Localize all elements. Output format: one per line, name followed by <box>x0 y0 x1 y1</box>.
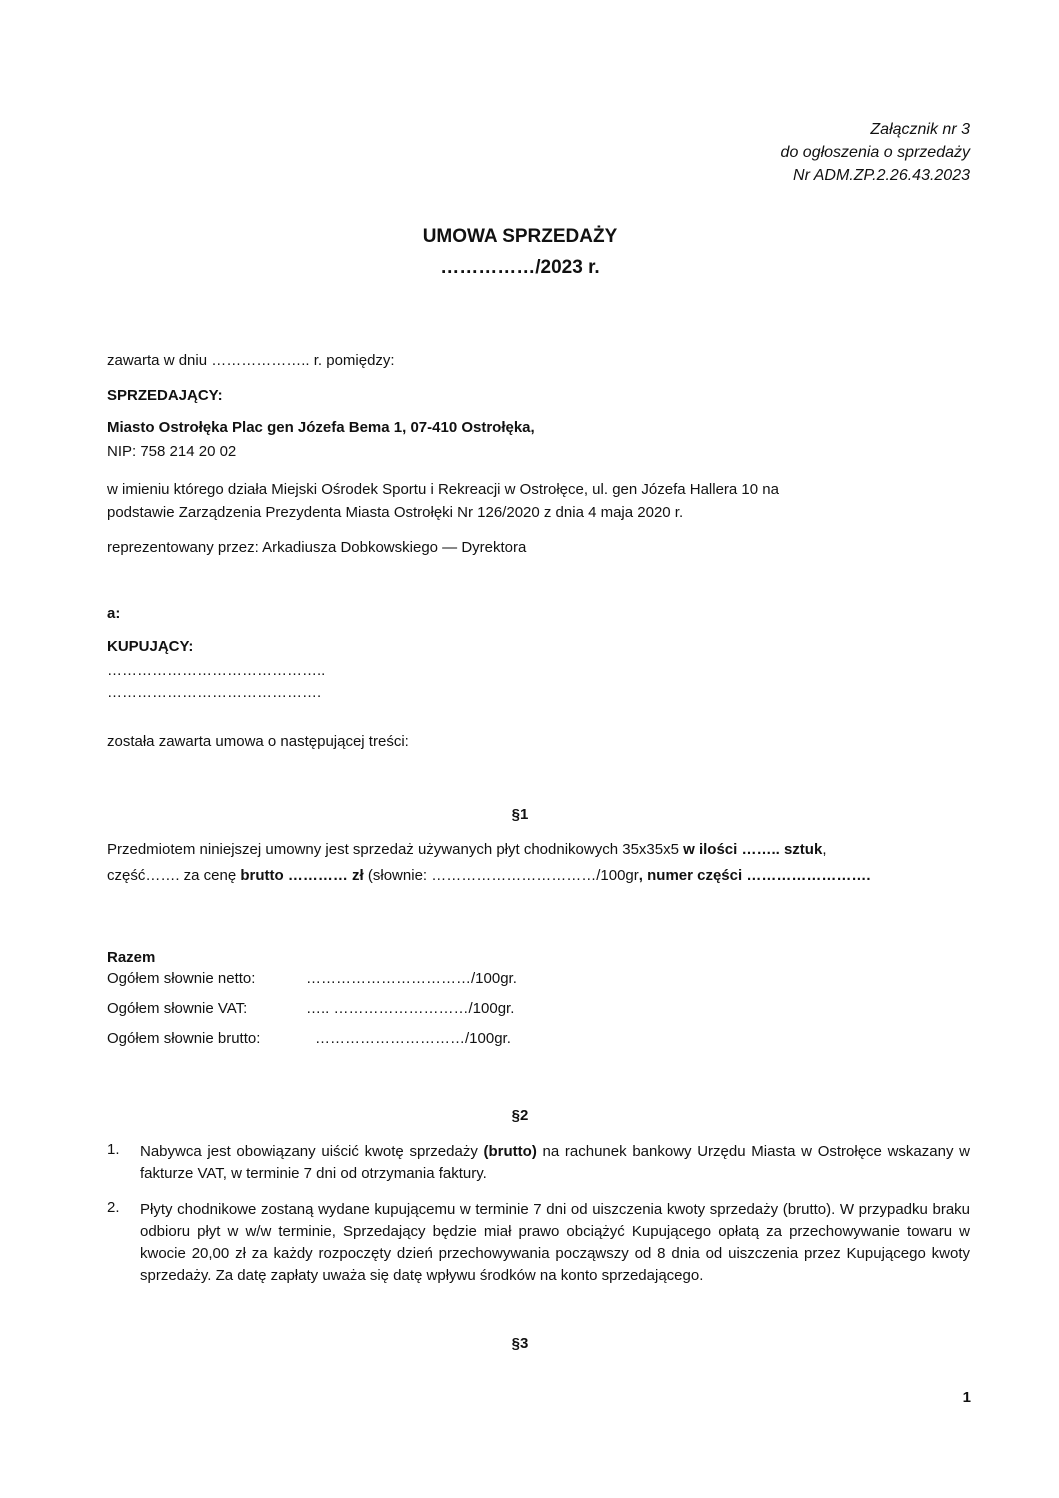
document-number: ……………/2023 r. <box>440 257 600 278</box>
concluded-on-line: zawarta w dniu ……………….. r. pomiędzy: <box>107 352 395 369</box>
section-2-item-1-bold: (brutto) <box>483 1143 537 1160</box>
buyer-line-2: ……………………………………. <box>107 684 322 701</box>
connector-a: a: <box>107 605 121 622</box>
section-2-item-2: Płyty chodnikowe zostaną wydane kupującemu w terminie 7 dni od uiszczenia kwoty sprzedaży (brutto). W przypadku braku odbioru płyt w w/w terminie, Sprzedający będzie miał prawo obciążyć Kupującego opłatą za przechowywanie towaru w kwocie 20,00 zł za każdy rozpoczęty dzień przechowywania począwszy od 8 dnia od uiszczenia przez Kupującego kwoty sprzedaży. Za datę zapłaty uważa się datę wpływu środków na konto sprzedającego. <box>140 1201 970 1284</box>
seller-name-address: Miasto Ostrołęka Plac gen Józefa Bema 1, 07-410 Ostrołęka, <box>107 419 535 436</box>
annex-line-2: do ogłoszenia o sprzedaży <box>780 144 970 161</box>
section-1-comma: , <box>822 841 827 858</box>
seller-label: SPRZEDAJĄCY: <box>107 387 223 404</box>
document-title: UMOWA SPRZEDAŻY <box>422 226 618 247</box>
section-1-part-text: część……. za cenę <box>107 867 241 884</box>
total-gross-value: …………………………/100gr. <box>315 1030 511 1047</box>
buyer-label: KUPUJĄCY: <box>107 638 194 655</box>
annex-header <box>781 118 970 187</box>
total-vat-value: ….. ………………………/100gr. <box>306 1000 515 1017</box>
section-1-quantity: w ilości …….. sztuk <box>683 841 823 858</box>
seller-acting-line-1: w imieniu którego działa Miejski Ośrodek Sportu i Rekreacji w Ostrołęce, ul. gen Józefa Hallera 10 na <box>107 481 779 498</box>
section-1-line-1 <box>107 840 826 860</box>
contract-intro: została zawarta umowa o następującej treści: <box>107 733 409 750</box>
section-2-item-1-before: Nabywca jest obowiązany uiścić kwotę sprzedaży <box>140 1143 484 1160</box>
section-2-item-1-number: 1. <box>107 1141 120 1158</box>
section-2-item-1-after: na rachunek bankowy Urzędu Miasta w Ostrołęce wskazany w fakturze VAT, w terminie 7 dni od otrzymania faktury. <box>140 1143 970 1182</box>
page-number: 1 <box>962 1389 971 1406</box>
section-2-item-2-number: 2. <box>107 1199 120 1216</box>
total-net-label: Ogółem słownie netto: <box>107 970 256 987</box>
section-1-part-number: , numer części ……………………. <box>638 867 871 884</box>
section-1-heading: §1 <box>511 806 529 823</box>
annex-line-3: Nr ADM.ZP.2.26.43.2023 <box>793 167 970 184</box>
section-1-price-words: (słownie: ……………………………/100gr <box>363 867 639 884</box>
annex-line-1: Załącznik nr 3 <box>870 121 970 138</box>
buyer-line-1: …………………………………….. <box>107 662 326 679</box>
section-1-price: brutto ………… zł <box>240 867 364 884</box>
seller-acting-line-2: podstawie Zarządzenia Prezydenta Miasta Ostrołęki Nr 126/2020 z dnia 4 maja 2020 r. <box>107 504 684 521</box>
total-net-value: ……………………………/100gr. <box>306 970 517 987</box>
totals-block <box>0 970 1059 1050</box>
totals-heading: Razem <box>107 949 156 966</box>
section-1-line-2 <box>107 866 871 886</box>
seller-represented-by: reprezentowany przez: Arkadiusza Dobkowskiego — Dyrektora <box>107 539 527 556</box>
section-1-subject-text: Przedmiotem niniejszej umowny jest sprzedaż używanych płyt chodnikowych 35x35x5 <box>107 841 684 858</box>
total-vat-label: Ogółem słownie VAT: <box>107 1000 248 1017</box>
section-3-heading: §3 <box>511 1335 529 1352</box>
seller-nip: NIP: 758 214 20 02 <box>107 443 237 460</box>
section-2-item-1 <box>140 1141 970 1185</box>
total-gross-label: Ogółem słownie brutto: <box>107 1030 261 1047</box>
section-2-heading: §2 <box>511 1107 529 1124</box>
